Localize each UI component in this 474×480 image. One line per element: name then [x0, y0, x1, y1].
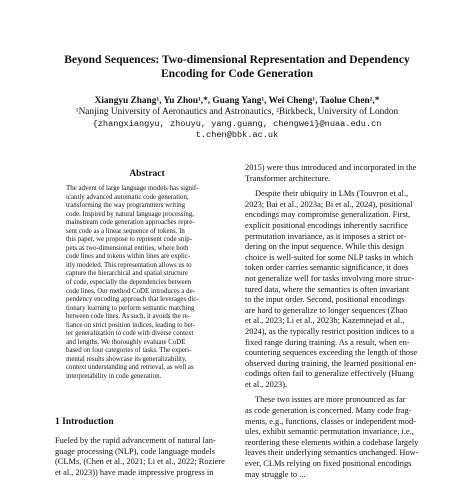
abstract-line: tionary learning to perform semantic matching [66, 304, 195, 312]
right-line: are hard to generalize to longer sequences (Zhao [245, 305, 408, 315]
abstract-line: capture the hierarchical and spatial structure [66, 270, 188, 278]
abstract-line: transforming the way programmers writing [66, 202, 186, 210]
abstract-line: and lengths. We thoroughly evaluate CoDE [66, 338, 186, 346]
abstract-line: code. Inspired by natural language processing, [66, 210, 195, 218]
right-column-body [245, 163, 427, 480]
abstract-line: liance on strict position indices, leading to bet- [66, 321, 195, 329]
abstract-line: code lines. Our method CoDE introduces a de- [66, 287, 195, 295]
right-line: leaves their underlying semantics unchanged. How- [245, 448, 419, 458]
title-line: Encoding for Code Generation [160, 67, 314, 80]
author-email-second: t.chen@bbk.ac.uk [195, 130, 279, 141]
abstract-line: interpretability in code generation. [66, 373, 162, 381]
right-line: Despite their ubiquity in LMs (Touvron et al., [255, 189, 409, 199]
right-line: Transformer architecture. [245, 173, 331, 183]
introduction-body [55, 436, 237, 478]
intro-line: guage processing (NLP), code language models [55, 446, 216, 456]
abstract-line: mental results showcase its generalizability, [66, 355, 187, 363]
abstract-line: of code, especially the dependencies between [66, 279, 192, 287]
author-names: Xiangyu Zhang¹, Yu Zhou¹,*, Guang Yang¹, Wei Cheng¹, Taolue Chen²,* [94, 96, 380, 106]
abstract-line: this paper, we propose to represent code snip- [66, 236, 193, 244]
right-line: 2024), as the typically restrict position indices to a [245, 326, 415, 336]
abstract-line: based on four categories of tasks. The experi- [66, 347, 192, 355]
abstract-line: icantly advanced automatic code generation, [66, 193, 189, 201]
right-line: et al., 2023; Li et al., 2023b; Kazemnejad et al., [245, 316, 405, 326]
abstract-line: context understanding and retrieval, as well as [66, 364, 194, 372]
right-line: fixed range during training. As a result, when en- [245, 337, 410, 347]
title-line: Beyond Sequences: Two-dimensional Representation and Dependency [64, 53, 410, 66]
right-line: ments, e.g., functions, classes or independent mod- [245, 416, 416, 426]
author-emails: {zhangxiangyu, zhouyu, yang.guang, chengwei}@nuaa.edu.cn [92, 118, 382, 129]
intro-line: Fueled by the rapid advancement of natural lan- [55, 436, 216, 445]
right-line: 2023; Bai et al., 2023a; Bi et al., 2024), positional [245, 199, 413, 209]
right-line: as code generation is concerned. Many code frag- [245, 406, 412, 416]
right-line: 2015) were thus introduced and incorporated in the [245, 163, 417, 172]
right-line: dering on the input sequence. While this design [245, 242, 404, 252]
paper-title [40, 53, 434, 81]
abstract-line: pendency encoding approach that leverages dic- [66, 296, 199, 304]
introduction-heading: 1 Introduction [55, 417, 114, 427]
abstract-line: ter generalization to code with diverse context [66, 330, 194, 338]
right-line: These two issues are more pronounced as far [255, 395, 406, 405]
right-line: ever, CLMs relying on fixed positional encodings [245, 459, 412, 469]
right-line: not generalize well for tasks involving more struc- [245, 273, 415, 283]
right-line: choice is well-suited for some NLP tasks in which [245, 252, 414, 262]
author-block [30, 96, 444, 142]
abstract-line: between code lines. As such, it avoids the re- [66, 313, 190, 321]
right-line: tured data, where the semantics is often invariant [245, 284, 410, 294]
abstract-body [66, 185, 231, 382]
right-line: token order carries semantic significance, it does [245, 263, 409, 273]
intro-line: et al., 2023)) have made impressive progress in [55, 467, 214, 477]
abstract-line: mainstream code generation approaches repre- [66, 219, 195, 227]
abstract-line: pets as two-dimensional entities, where both [66, 244, 189, 252]
right-line: countering sequences exceeding the length of those [245, 348, 418, 358]
abstract-line: The advent of large language models has signif- [66, 185, 199, 192]
right-line: may struggle to ... [245, 469, 306, 479]
right-line: ules, exhibit semantic permutation invariance, i.e., [245, 427, 414, 437]
right-line: encodings may compromise generalization. First, [245, 210, 411, 220]
abstract-line: code lines and tokens within lines are explic- [66, 253, 191, 261]
intro-line: (CLMs, (Chen et al., 2021; Li et al., 2022; Roziere [55, 457, 225, 467]
right-line: reordering these elements within a codebase largely [245, 437, 419, 447]
right-line: codings often fail to generalize effectively (Huang [245, 369, 414, 379]
abstract-heading: Abstract [129, 169, 165, 179]
right-line: to the input order. Second, positional encodings [245, 295, 405, 305]
right-line: permutation invariance, as it imposes a strict or- [245, 231, 407, 241]
affiliations: ¹Nanjing University of Aeronautics and Astronautics, ²Birkbeck, University of London [75, 107, 399, 118]
right-line: et al., 2023). [245, 379, 288, 389]
abstract-line: itly modeled. This representation allows us to [66, 261, 192, 269]
right-line: explicit positional encodings inherently sacrifice [245, 220, 408, 230]
right-line: observed during training, the learned positional en- [245, 358, 417, 368]
abstract-line: sent code as a linear sequence of tokens. In [66, 227, 185, 235]
